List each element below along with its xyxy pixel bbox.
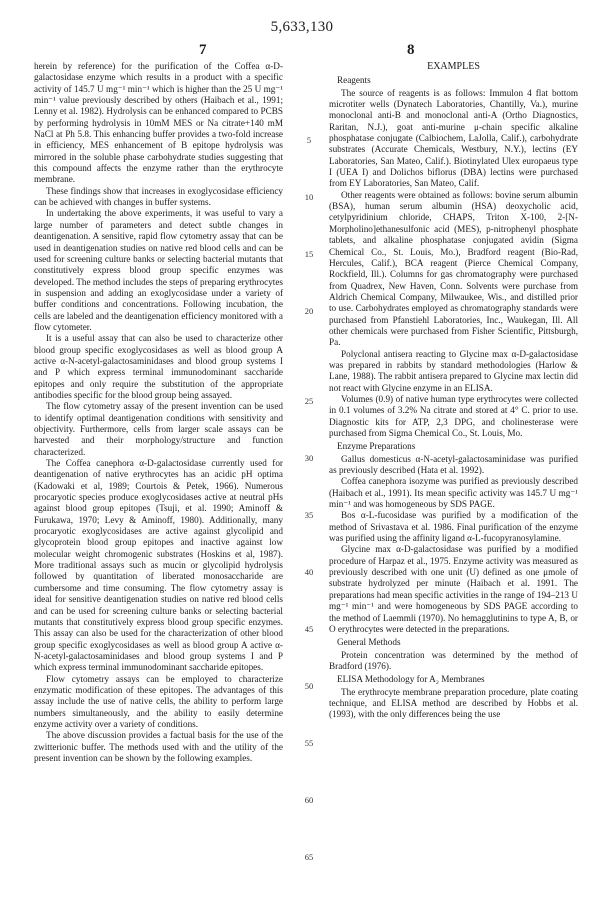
paragraph: Other reagents were obtained as follows: bovine serum albumin (BSA), human serum albumin (HSA) deoxycholic acid, cetylpyridinium chloride, CHAPS, Triton X-100, 2-[N-Morpholino]ethanesulfonic acid (MES), p-nitrophenyl phosphate tablets, and alkaline phosphatase conjugated avidin (Sigma Chemical Co., St. Louis, Mo.), Bradford reagent (Bio-Rad, Hercules, Calif.), BCA reagent (Pierce Chemical Company, Rockfield, Ill.). Columns for gas chromatography were purchased from Quadrex, New Haven, Conn. Solvents were purchase from Aldrich Chemical Company, Milwaukee, Wis., and distilled prior to use. Carbohydrates employed as chromatography standards were purchased from Pfanstiehl Laboratories, Inc., Waukegan, Ill. All other chemicals were purchased from Fisher Scientific, Pittsburgh, Pa.	[329, 189, 578, 348]
paragraph: In undertaking the above experiments, it was useful to vary a large number of parameters and detect subtle changes in deantigenation. A sensitive, rapid flow cytometry assay that can be used in deantigenation studies on native red blood cells and can be used for screening culture banks or selecting bacterial mutants that constitutively express blood group specific enzymes was developed. The method includes the steps of preparing erythrocytes in suspension and adding an exoglycosidase under a variety of buffer conditions and concentrations. Following incubation, the cells are labeled and the deantigenation efficiency monitored with a flow cytometer.	[34, 208, 283, 332]
line-number: 35	[304, 510, 314, 520]
examples-heading: EXAMPLES	[427, 61, 480, 72]
paragraph: herein by reference) for the purification of the Coffea α-D-galactosidase enzyme which results in a product with a specific activity of 145.7 U mg⁻¹ min⁻¹ which is higher than the 25 U mg⁻¹ min⁻¹ value previously described by others (Haibach et al., 1991; Lenny et al. 1982). Hydrolysis can be enhanced compared to PCBS by performing hydrolysis in 10mM MES or Na citrate+140 mM NaCl at Ph 5.8. This enhancing buffer provides a two-fold increase in efficiency, MES enhancement of B epitope hydrolysis was mirrored in the soluble phase carbohydrate studies suggesting that this compound affects the enzyme rather than the erythrocyte membrane.	[34, 61, 283, 185]
line-number: 50	[304, 681, 314, 691]
line-number: 55	[304, 738, 314, 748]
paragraph: Protein concentration was determined by the method of Bradford (1976).	[329, 649, 578, 671]
left-column	[34, 61, 283, 764]
paragraph: Flow cytometry assays can be employed to characterize enzymatic modification of these epitopes. The advantages of this assay include the use of native cells, the ability to perform large numbers simultaneously, and the ability to easily determine enzyme activity over a variety of conditions.	[34, 673, 283, 729]
line-number: 5	[306, 135, 312, 145]
left-page-number: 7	[199, 42, 207, 58]
subheading-enzyme-preparations: Enzyme Preparations	[337, 441, 416, 452]
subheading-general-methods: General Methods	[337, 637, 401, 648]
paragraph: These findings show that increases in exoglycosidase efficiency can be achieved with changes in buffer systems.	[34, 185, 283, 208]
paragraph: Bos α-L-fucosidase was purified by a modification of the method of Srivastava et al. 1986. Final purification of the enzyme was purified using the affinity ligand α-L-fucopyranosylamine.	[329, 510, 578, 544]
paragraph: The erythrocyte membrane preparation procedure, plate coating technique, and ELISA method are described by Hobbs et al. (1993), with the only differences being the use	[329, 686, 578, 720]
line-number: 10	[304, 192, 314, 202]
line-number: 15	[304, 249, 314, 259]
patent-number: 5,633,130	[270, 19, 334, 35]
subheading-elisa: ELISA Methodology for A₂ Membranes	[337, 674, 485, 685]
paragraph: The flow cytometry assay of the present invention can be used to identify optimal deantigenation conditions with sensitivity and objectivity. Furthermore, cells from larger scale assays can be harvested and their morphology/structure and function characterized.	[34, 401, 283, 457]
line-number: 60	[304, 795, 314, 805]
paragraph: The source of reagents is as follows: Immulon 4 flat bottom microtiter wells (Dynatech Laboratories, Chantilly, Va.), murine monoclonal anti-B and monoclonal anti-A (Ortho Diagnostics, Raritan, N.J.), goat anti-murine μ-chain specific alkaline phosphatase conjugate (Calbiochem, LaJolla, Calif.), carbohydrate substrates (Accurate Chemicals, Westbury, N.Y.), lectins (EY Laboratories, San Mateo, Calif.). Biotinylated Ulex europaeus type I (UEA I) and Dolichos biflorus (DBA) lectins were purchased from EY Laboratories, San Mateo, Calif.	[329, 87, 578, 189]
line-number: 40	[304, 567, 314, 577]
paragraph: Coffea canephora isozyme was purified as previously described (Haibach et al., 1991). Its mean specific activity was 145.7 U mg⁻¹ min⁻¹ and was homogeneous by SDS PAGE.	[329, 476, 578, 510]
right-page-number: 8	[407, 42, 415, 58]
paragraph: Gallus domesticus α-N-acetyl-galactosaminidase was purified as previously described (Hata et al. 1992).	[329, 453, 578, 476]
paragraph: The Coffea canephora α-D-galactosidase currently used for deantigenation of native erythrocytes has an acidic pH optima (Kadowaki et al, 1989; Courtois & Petek, 1966). Numerous procaryotic species produce exoglycosidases active at neutral pHs against blood group epitopes (Tsuji, et al. 1990; Aminoff & Furukawa, 1970; Levy & Aminoff, 1980). Additionally, many procaryotic exoglycosidases are active against glycolipid and glycoprotein blood group epitopes and inactive against low molecular weight chromogenic substrates (Hoskins et al, 1987). More traditional assays such as mucin or glycolipid hydrolysis followed by quantitation of liberated monosaccharide are cumbersome and time consuming. The flow cytometry assay is ideal for sensitive deantigenation studies on native red blood cells and can be used for screening culture banks or selecting bacterial mutants that constitutively express blood group specific enzymes. This assay can also be used for the characterization of other blood group specific exoglycosidases as well as blood group A active α-N-acetyl-galactosaminidases and blood group systems I and P which express terminal immunodominant saccharide epitopes.	[34, 458, 283, 673]
paragraph: It is a useful assay that can also be used to characterize other blood group specific exoglycosidases as well as blood group A active α-N-acetyl-galactosaminidases and blood group systems I and P which express terminal immunodominant saccharide epitopes and only require the substitution of the appropriate antibodies specific for the blood group being assayed.	[34, 333, 283, 400]
right-column	[329, 61, 578, 721]
line-number: 25	[304, 396, 314, 406]
line-number: 30	[304, 453, 314, 463]
line-number: 65	[304, 852, 314, 862]
paragraph: Glycine max α-D-galactosidase was purified by a modified procedure of Harpaz et al., 1975. Enzyme activity was measured as previously described with one unit (U) defined as one μmole of substrate hydrolyzed per minute (Haibach et al. 1991. The preparations had mean specific activities in the range of 194–213 U mg⁻¹ min⁻¹ and were homogeneous by SDS PAGE according to the method of Laemmli (1970). No hemagglutinins to type A, B, or O erythrocytes were detected in the preparations.	[329, 544, 578, 634]
line-number: 20	[304, 306, 314, 316]
line-number: 45	[304, 624, 314, 634]
paragraph: Polyclonal antisera reacting to Glycine max α-D-galactosidase was prepared in rabbits by standard methodologies (Harlow & Lane, 1988). The rabbit antisera prepared to Glycine max lectin did not react with Glycine enzyme in an ELISA.	[329, 348, 578, 393]
paragraph: Volumes (0.9) of native human type erythrocytes were collected in 0.1 volumes of 3.2% Na citrate and stored at 4° C. prior to use. Diagnostic kits for ATP, 2,3 DPG, and cholinesterase were purchased from Sigma Chemical Co., St. Louis, Mo.	[329, 393, 578, 438]
paragraph: The above discussion provides a factual basis for the use of the zwitterionic buffer. The methods used with and the utility of the present invention can be shown by the following examples.	[34, 730, 283, 763]
subheading-reagents: Reagents	[337, 75, 371, 86]
